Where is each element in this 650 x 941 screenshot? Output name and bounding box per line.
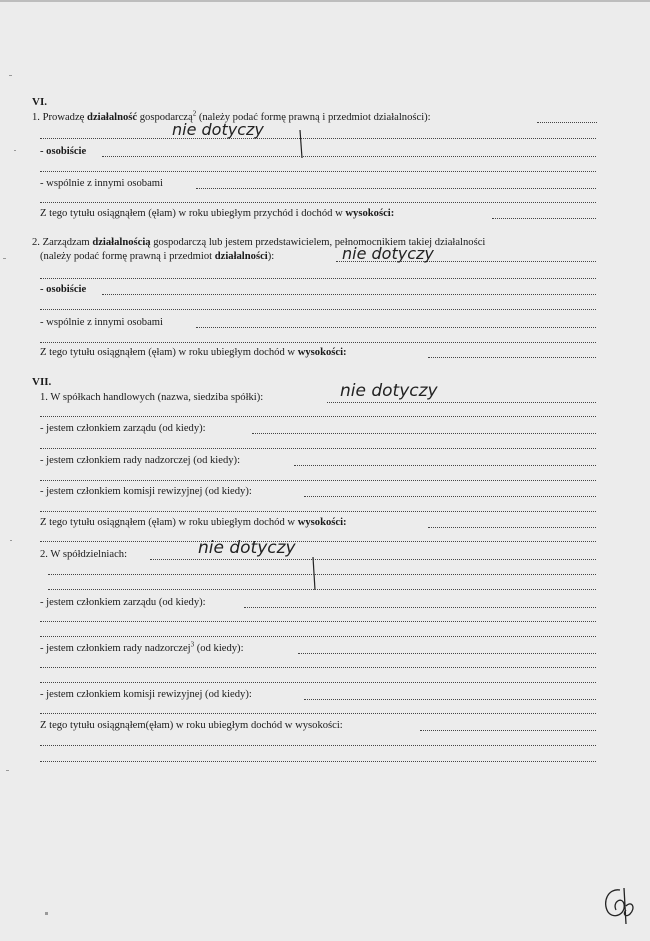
scan-speck (6, 770, 9, 771)
fill-line (428, 356, 596, 358)
fill-line (48, 573, 596, 575)
vi-q1-joint: - wspólnie z innymi osobami (40, 178, 163, 189)
vi-q1-income (40, 207, 394, 220)
fill-line (150, 558, 596, 560)
fill-line (537, 121, 597, 123)
fill-line (40, 277, 596, 279)
vi-q1-income-text: Z tego tytułu osiągnąłem (ęłam) w roku ubiegłym przychód i dochód w (40, 208, 343, 219)
scan-speck (14, 150, 16, 151)
vi-q2-income (40, 346, 347, 359)
vi-q2-bold: działalnością (92, 237, 151, 248)
vi-q2-text: ): (267, 251, 275, 262)
vi-q1-text: gospodarczą (139, 112, 193, 123)
vii-q1-audit: - jestem członkiem komisji rewizyjnej (od kiedy): (40, 486, 252, 497)
fill-line (492, 217, 596, 219)
fill-line (40, 308, 596, 310)
vi-q1-text: Prowadzę (42, 112, 85, 123)
vi-q2-income-bold: wysokości: (297, 347, 347, 358)
fill-line (102, 155, 596, 157)
fill-line (40, 744, 596, 746)
vi-q2-heading-cont (40, 250, 274, 263)
scan-speck (3, 258, 6, 259)
fill-line (40, 681, 596, 683)
vii-q2-heading (40, 548, 127, 561)
fill-line (428, 526, 596, 528)
fill-line (40, 447, 596, 449)
vii-q1-board: - jestem członkiem zarządu (od kiedy): (40, 423, 206, 434)
vii-q2-board: - jestem członkiem zarządu (od kiedy): (40, 597, 206, 608)
handwritten-note: nie dotyczy (340, 381, 438, 401)
vi-q2-number: 2. (32, 237, 40, 248)
fill-line (244, 606, 596, 608)
fill-line (252, 432, 596, 434)
vii-q1-number: 1. (40, 392, 48, 403)
fill-line (294, 464, 596, 466)
fill-line (102, 293, 596, 295)
scan-speck (45, 912, 48, 915)
vii-q1-income-bold: wysokości: (297, 517, 347, 528)
section-vii-label: VII. (32, 376, 52, 388)
scan-speck (9, 75, 12, 76)
vi-q2-personal: - osobiście (40, 284, 87, 295)
fill-line (40, 620, 596, 622)
handwritten-note: nie dotyczy (172, 120, 264, 139)
fill-line (40, 137, 596, 139)
vii-q2-income: Z tego tytułu osiągnąłem(ęłam) w roku ubiegłym dochód w wysokości: (40, 720, 343, 731)
section-vi-label: VI. (32, 96, 47, 108)
vi-q2-text: gospodarczą lub jestem przedstawicielem, pełnomocnikiem takiej działalności (153, 237, 486, 248)
vii-q1-income (40, 516, 347, 529)
fill-line (40, 635, 596, 637)
fill-line (40, 666, 596, 668)
vii-q1-income-text: Z tego tytułu osiągnąłem (ęłam) w roku ubiegłym dochód w (40, 517, 296, 528)
fill-line (40, 415, 596, 417)
vii-q2-audit: - jestem członkiem komisji rewizyjnej (od kiedy): (40, 689, 252, 700)
handwritten-note: nie dotyczy (342, 244, 434, 263)
fill-line (298, 652, 596, 654)
vii-q1-text: W spółkach handlowych (nazwa, siedziba spółki): (50, 392, 264, 403)
vii-q1-supervisory: - jestem członkiem rady nadzorczej (od kiedy): (40, 455, 241, 466)
vi-q2-income-text: Z tego tytułu osiągnąłem (ęłam) w roku ubiegłym dochód w (40, 347, 296, 358)
fill-line (304, 698, 596, 700)
fill-line (40, 540, 596, 542)
fill-line (327, 401, 596, 403)
footnote-ref: 2 (192, 109, 197, 118)
handwritten-note: nie dotyczy (198, 538, 296, 558)
fill-line (40, 712, 596, 714)
vi-q1-text: (należy podać formę prawną i przedmiot działalności): (198, 112, 431, 123)
fill-line (40, 479, 596, 481)
scan-speck (10, 540, 12, 541)
fill-line (40, 170, 596, 172)
fill-line (40, 510, 596, 512)
handwritten-initials (598, 884, 638, 926)
scan-edge (0, 0, 650, 2)
vi-q2-bold: działalności (214, 251, 268, 262)
vi-q1-personal: - osobiście (40, 146, 87, 157)
fill-line (48, 588, 596, 590)
fill-line (420, 729, 596, 731)
vii-q2-supervisory (40, 642, 244, 655)
vii-q2-text: W spółdzielniach: (50, 549, 128, 560)
fill-line (304, 495, 596, 497)
fill-line (40, 341, 596, 343)
vi-q2-text: Zarządzam (42, 237, 90, 248)
fill-line (40, 201, 596, 203)
vii-q2-supervisory-text: - jestem członkiem rady nadzorczej (40, 643, 191, 654)
vi-q1-number: 1. (32, 112, 40, 123)
vi-q2-text: (należy podać formę prawną i przedmiot (40, 251, 213, 262)
footnote-ref: 3 (190, 640, 195, 649)
vi-q1-bold: działalność (87, 112, 138, 123)
vi-q2-joint: - wspólnie z innymi osobami (40, 317, 163, 328)
vi-q1-income-bold: wysokości: (345, 208, 395, 219)
fill-line (196, 187, 596, 189)
vii-q1-heading (40, 391, 263, 404)
fill-line (40, 760, 596, 762)
vii-q2-supervisory-text: (od kiedy): (196, 643, 244, 654)
fill-line (196, 326, 596, 328)
vii-q2-number: 2. (40, 549, 48, 560)
